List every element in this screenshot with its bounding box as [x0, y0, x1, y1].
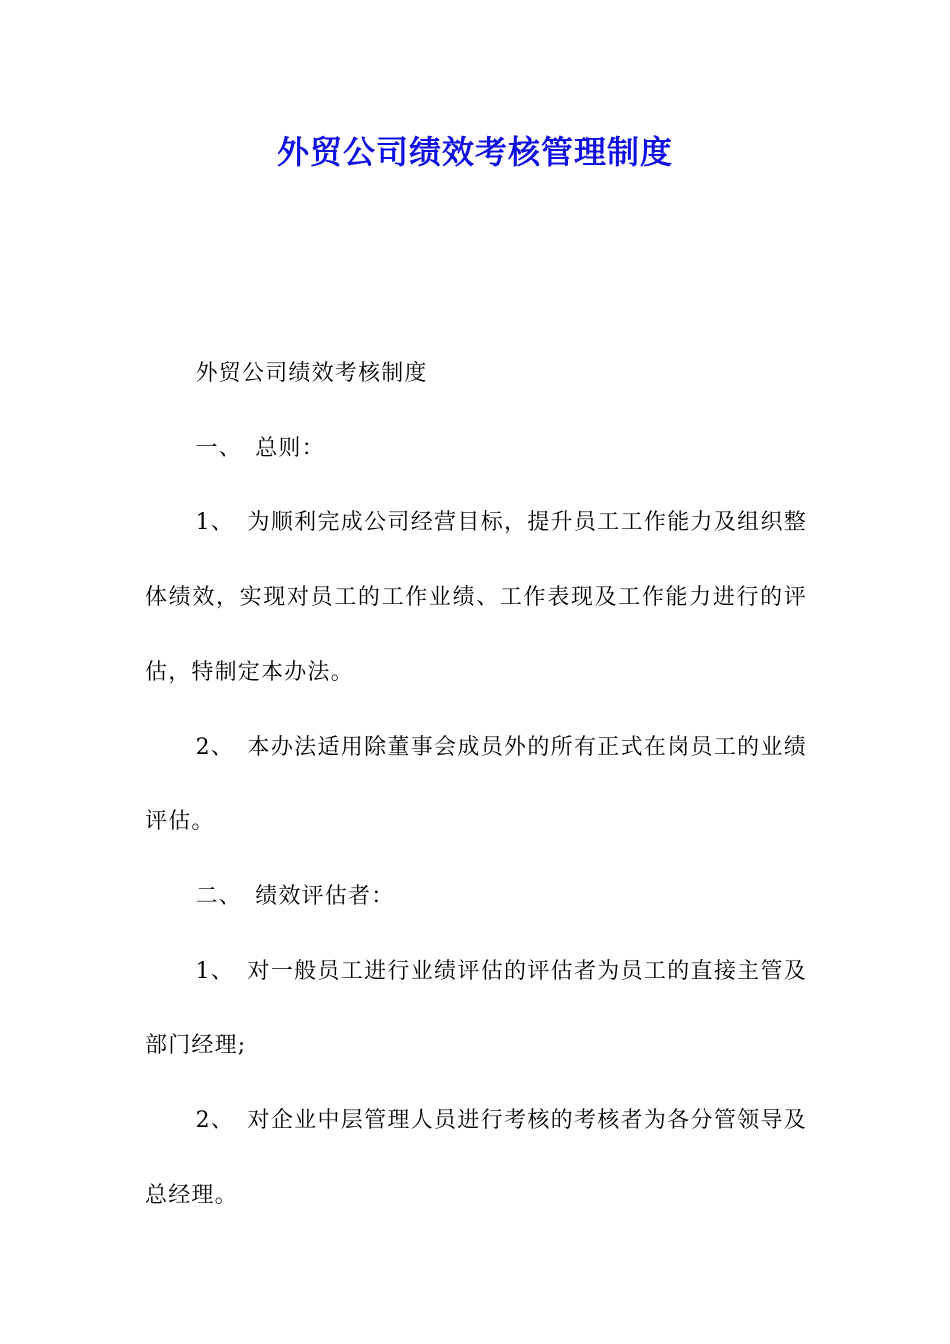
- clause-number: 1、: [195, 510, 235, 536]
- clause-number: 2、: [195, 734, 235, 760]
- clause-text: 本办法适用除董事会成员外的所有正式在岗员工的业绩评估。: [145, 734, 807, 835]
- clause-1-1: [145, 486, 807, 710]
- section-heading-evaluators: [145, 860, 807, 935]
- clause-1-2: [145, 711, 807, 860]
- document-subtitle: 外贸公司绩效考核制度: [195, 361, 428, 386]
- section-heading-text: 总则：: [255, 435, 325, 461]
- clause-number: 1、: [195, 958, 235, 984]
- clause-number: 2、: [195, 1108, 235, 1134]
- section-heading-text: 绩效评估者：: [255, 883, 395, 909]
- clause-2-1: [145, 935, 807, 1084]
- document-body: [145, 337, 807, 1233]
- clause-2-2: [145, 1084, 807, 1233]
- document-title: 外贸公司绩效考核管理制度: [276, 133, 673, 171]
- clause-text: 为顺利完成公司经营目标，提升员工工作能力及组织整体绩效，实现对员工的工作业绩、工作表现及工作能力进行的评估，特制定本办法。: [145, 510, 807, 685]
- section-heading-general: [145, 412, 807, 487]
- clause-text: 对一般员工进行业绩评估的评估者为员工的直接主管及部门经理;: [145, 958, 807, 1059]
- section-heading-number: 二、: [195, 883, 242, 909]
- clause-text: 对企业中层管理人员进行考核的考核者为各分管领导及总经理。: [145, 1108, 807, 1208]
- section-heading-number: 一、: [195, 435, 242, 461]
